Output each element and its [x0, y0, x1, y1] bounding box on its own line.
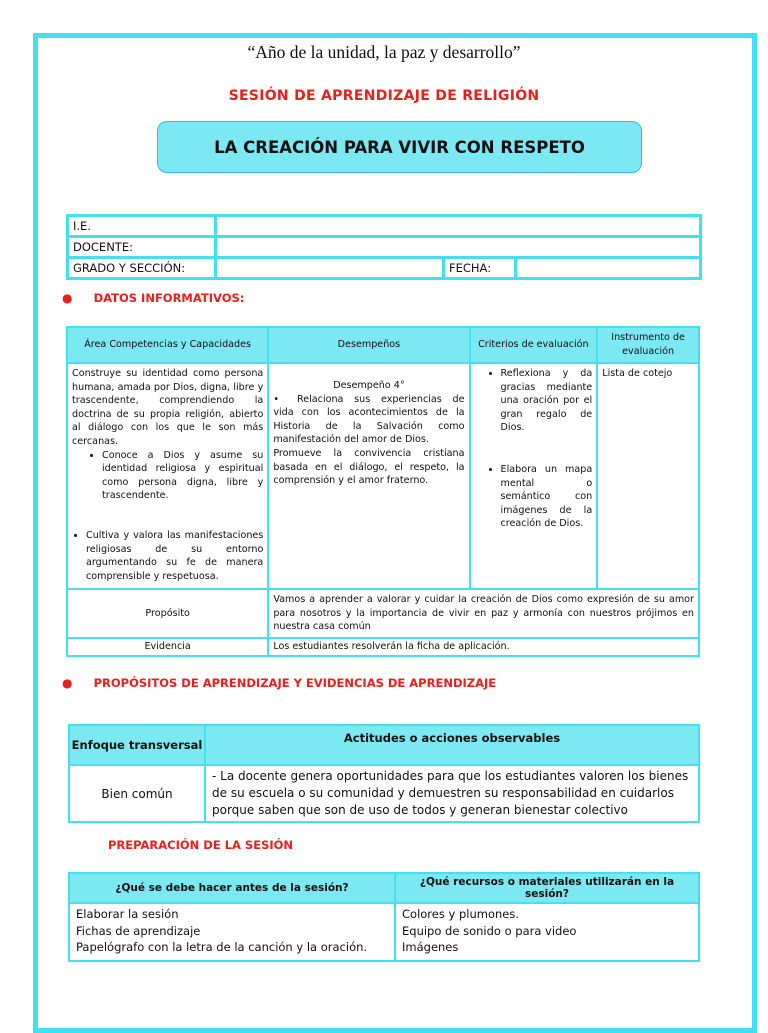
antes-item: Fichas de aprendizaje [76, 923, 201, 938]
grado-value [216, 258, 444, 279]
datos-heading-label: DATOS INFORMATIVOS: [93, 291, 245, 305]
instrumento-cell: Lista de cotejo [597, 363, 699, 589]
antes-header: ¿Qué se debe hacer antes de la sesión? [69, 873, 395, 903]
header-area: Área Competencias y Capacidades [67, 327, 268, 363]
antes-item: Papelógrafo con la letra de la canción y la oración. [76, 940, 368, 954]
recursos-header: ¿Qué recursos o materiales utilizarán en la sesión? [395, 873, 699, 903]
criterios-cell [470, 363, 598, 589]
area-bullet-1: • Conoce a Dios y asume su identidad religiosa y espiritual como persona digna, libre y trascendente. [102, 449, 263, 503]
evidencia-text: Los estudiantes resolverán la ficha de aplicación. [268, 638, 699, 656]
docente-label: DOCENTE: [68, 237, 216, 258]
proposito-label: Propósito [67, 589, 268, 638]
ie-label: I.E. [68, 216, 216, 237]
desempeno-cell [268, 363, 469, 589]
area-intro: Construye su identidad como persona humana, amada por Dios, digna, libre y trascendente, comprendiendo la doctrina de su propia religión, abierto al diálogo con los que le son más cercanas. [72, 368, 264, 447]
session-type: SESIÓN DE APRENDIZAJE DE RELIGIÓN [228, 88, 540, 104]
competencias-table [66, 326, 700, 657]
year-motto: “Año de la unidad, la paz y desarrollo” [247, 42, 521, 62]
antes-item: Elaborar la sesión [76, 907, 179, 921]
fecha-value [516, 258, 701, 279]
docente-value [216, 237, 701, 258]
session-title: LA CREACIÓN PARA VIVIR CON RESPETO [157, 121, 642, 173]
fecha-label: FECHA: [444, 258, 516, 279]
desempeno-text-2: Promueve la convivencia cristiana basada en el diálogo, el respeto, la comprensión y el amor fraterno. [273, 447, 465, 487]
desempeno-title: Desempeño 4° [333, 380, 405, 391]
ie-value [216, 216, 701, 237]
proposito-text: Vamos a aprender a valorar y cuidar la creación de Dios como expresión de su amor para nosotros y la importancia de vivir en paz y armonía con nuestros prójimos en nuestra casa común [268, 589, 699, 638]
recursos-list [395, 903, 699, 961]
propositos-heading-label: PROPÓSITOS DE APRENDIZAJE Y EVIDENCIAS DE APRENDIZAJE [93, 676, 497, 690]
area-bullet-2: • Cultiva y valora las manifestaciones religiosas de su entorno argumentando su fe de manera comprensible y respetuosa. [86, 529, 263, 583]
bullet-icon: ● [62, 676, 73, 690]
area-cell [67, 363, 268, 589]
grado-label: GRADO Y SECCIÓN: [68, 258, 216, 279]
actitudes-header: Actitudes o acciones observables [205, 725, 699, 765]
bullet-icon: • [273, 393, 279, 405]
desempeno-item [273, 393, 464, 447]
preparacion-table [68, 872, 700, 962]
actitudes-value: - La docente genera oportunidades para que los estudiantes valoren los bienes de su escuela o su comunidad y demuestren su responsabilidad en cuidarlos porque saben que son de uso de todos y generan bienestar colectivo [205, 765, 699, 822]
datos-heading [62, 287, 244, 306]
criterio-1: • Reflexiona y da gracias mediante una oración por el gran regalo de Dios. [501, 367, 593, 435]
enfoque-header: Enfoque transversal [69, 725, 205, 765]
enfoque-value: Bien común [69, 765, 205, 822]
enfoque-table [68, 724, 700, 823]
info-table [66, 214, 702, 280]
recursos-item: Colores y plumones. [402, 907, 519, 921]
header-criterios: Criterios de evaluación [470, 327, 598, 363]
header-desempenos: Desempeños [268, 327, 469, 363]
evidencia-label: Evidencia [67, 638, 268, 656]
recursos-item: Equipo de sonido o para video [402, 923, 577, 938]
header-instrumento: Instrumento de evaluación [597, 327, 699, 363]
desempeno-text: Relaciona sus experiencias de vida con los acontecimientos de la Historia de la Salvación como manifestación del amor de Dios. [273, 393, 465, 446]
propositos-heading [62, 672, 496, 691]
criterio-2: • Elabora un mapa mental o semántico con imágenes de la creación de Dios. [501, 463, 593, 531]
bullet-icon: ● [62, 291, 73, 305]
recursos-item: Imágenes [402, 940, 459, 954]
preparacion-heading: PREPARACIÓN DE LA SESIÓN [108, 838, 294, 852]
antes-list [69, 903, 395, 961]
